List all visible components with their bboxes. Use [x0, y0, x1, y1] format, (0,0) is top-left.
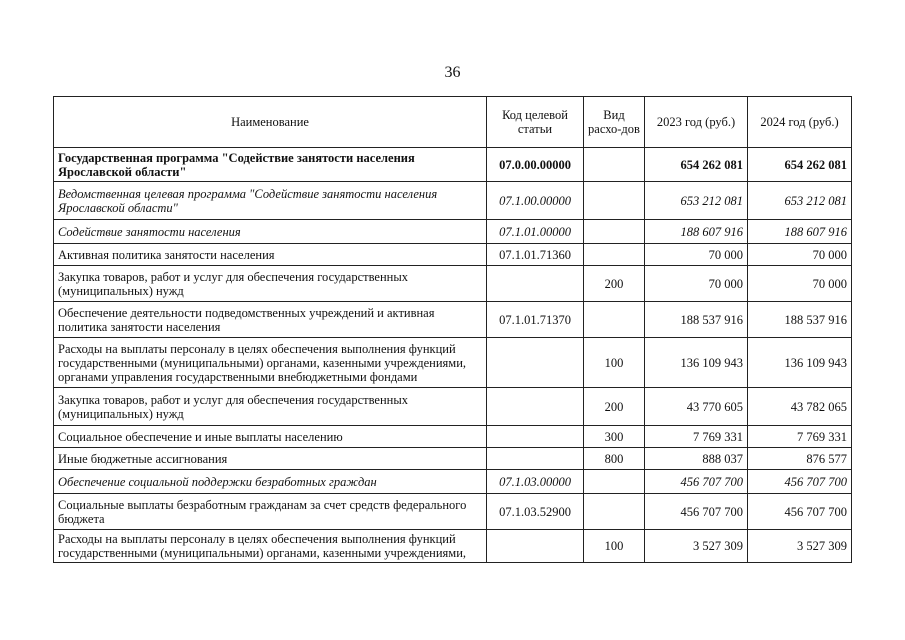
cell-code: 07.1.03.00000	[487, 470, 584, 494]
cell-2024: 3 527 309	[748, 530, 852, 563]
table-row	[54, 470, 852, 494]
table-row	[54, 244, 852, 266]
cell-2024: 7 769 331	[748, 426, 852, 448]
cell-kind	[584, 182, 645, 220]
cell-2024: 654 262 081	[748, 148, 852, 182]
cell-name: Иные бюджетные ассигнования	[54, 448, 487, 470]
cell-code: 07.1.03.52900	[487, 494, 584, 530]
cell-kind	[584, 244, 645, 266]
cell-2023: 43 770 605	[645, 388, 748, 426]
cell-name: Государственная программа "Содействие занятости населения Ярославской области"	[54, 148, 487, 182]
cell-name: Содействие занятости населения	[54, 220, 487, 244]
cell-name: Расходы на выплаты персоналу в целях обеспечения выполнения функций государственными (муниципальными) органами, казенными учреждениями, органами управления государственными внебюджетными фондами	[54, 338, 487, 388]
cell-name: Обеспечение социальной поддержки безработных граждан	[54, 470, 487, 494]
table-row	[54, 148, 852, 182]
table-row	[54, 182, 852, 220]
cell-name: Расходы на выплаты персоналу в целях обеспечения выполнения функций государственными (муниципальными) органами, казенными учреждениями,	[54, 530, 487, 563]
cell-kind	[584, 494, 645, 530]
cell-name: Закупка товаров, работ и услуг для обеспечения государственных (муниципальных) нужд	[54, 388, 487, 426]
cell-2024: 876 577	[748, 448, 852, 470]
cell-code	[487, 266, 584, 302]
header-2024: 2024 год (руб.)	[748, 97, 852, 148]
cell-2024: 136 109 943	[748, 338, 852, 388]
page-number: 36	[444, 64, 461, 81]
cell-code: 07.1.01.71360	[487, 244, 584, 266]
cell-2024: 456 707 700	[748, 470, 852, 494]
cell-name: Социальные выплаты безработным гражданам за счет средств федерального бюджета	[54, 494, 487, 530]
header-kind: Вид расхо-дов	[584, 97, 645, 148]
cell-kind	[584, 220, 645, 244]
table-row	[54, 220, 852, 244]
cell-2024: 70 000	[748, 266, 852, 302]
cell-2023: 456 707 700	[645, 470, 748, 494]
cell-code	[487, 448, 584, 470]
cell-2023: 888 037	[645, 448, 748, 470]
table-row	[54, 494, 852, 530]
cell-2024: 43 782 065	[748, 388, 852, 426]
cell-kind	[584, 148, 645, 182]
cell-2023: 653 212 081	[645, 182, 748, 220]
cell-kind: 200	[584, 266, 645, 302]
cell-kind: 100	[584, 530, 645, 563]
cell-code	[487, 530, 584, 563]
header-name: Наименование	[54, 97, 487, 148]
cell-kind: 100	[584, 338, 645, 388]
cell-code: 07.1.01.00000	[487, 220, 584, 244]
cell-2023: 7 769 331	[645, 426, 748, 448]
cell-code: 07.0.00.00000	[487, 148, 584, 182]
table-row	[54, 530, 852, 563]
cell-kind: 200	[584, 388, 645, 426]
cell-2023: 188 537 916	[645, 302, 748, 338]
cell-2024: 456 707 700	[748, 494, 852, 530]
cell-2023: 70 000	[645, 266, 748, 302]
cell-2024: 653 212 081	[748, 182, 852, 220]
budget-table	[53, 96, 852, 563]
table-row	[54, 448, 852, 470]
cell-2023: 70 000	[645, 244, 748, 266]
cell-code	[487, 426, 584, 448]
cell-code	[487, 338, 584, 388]
cell-2023: 188 607 916	[645, 220, 748, 244]
cell-2024: 188 607 916	[748, 220, 852, 244]
table-row	[54, 426, 852, 448]
cell-name: Обеспечение деятельности подведомственных учреждений и активная политика занятости населения	[54, 302, 487, 338]
cell-name: Закупка товаров, работ и услуг для обеспечения государственных (муниципальных) нужд	[54, 266, 487, 302]
cell-2024: 188 537 916	[748, 302, 852, 338]
cell-code: 07.1.00.00000	[487, 182, 584, 220]
cell-code: 07.1.01.71370	[487, 302, 584, 338]
cell-2023: 654 262 081	[645, 148, 748, 182]
cell-kind: 300	[584, 426, 645, 448]
table-row	[54, 388, 852, 426]
cell-kind	[584, 302, 645, 338]
cell-2023: 3 527 309	[645, 530, 748, 563]
table-header-row	[54, 97, 852, 148]
table-row	[54, 266, 852, 302]
cell-code	[487, 388, 584, 426]
cell-name: Активная политика занятости населения	[54, 244, 487, 266]
cell-2024: 70 000	[748, 244, 852, 266]
table-row	[54, 338, 852, 388]
header-2023: 2023 год (руб.)	[645, 97, 748, 148]
cell-2023: 136 109 943	[645, 338, 748, 388]
table-row	[54, 302, 852, 338]
cell-name: Социальное обеспечение и иные выплаты населению	[54, 426, 487, 448]
cell-2023: 456 707 700	[645, 494, 748, 530]
cell-kind	[584, 470, 645, 494]
cell-name: Ведомственная целевая программа "Содействие занятости населения Ярославской области"	[54, 182, 487, 220]
table-body	[54, 148, 852, 563]
cell-kind: 800	[584, 448, 645, 470]
header-code: Код целевой статьи	[487, 97, 584, 148]
